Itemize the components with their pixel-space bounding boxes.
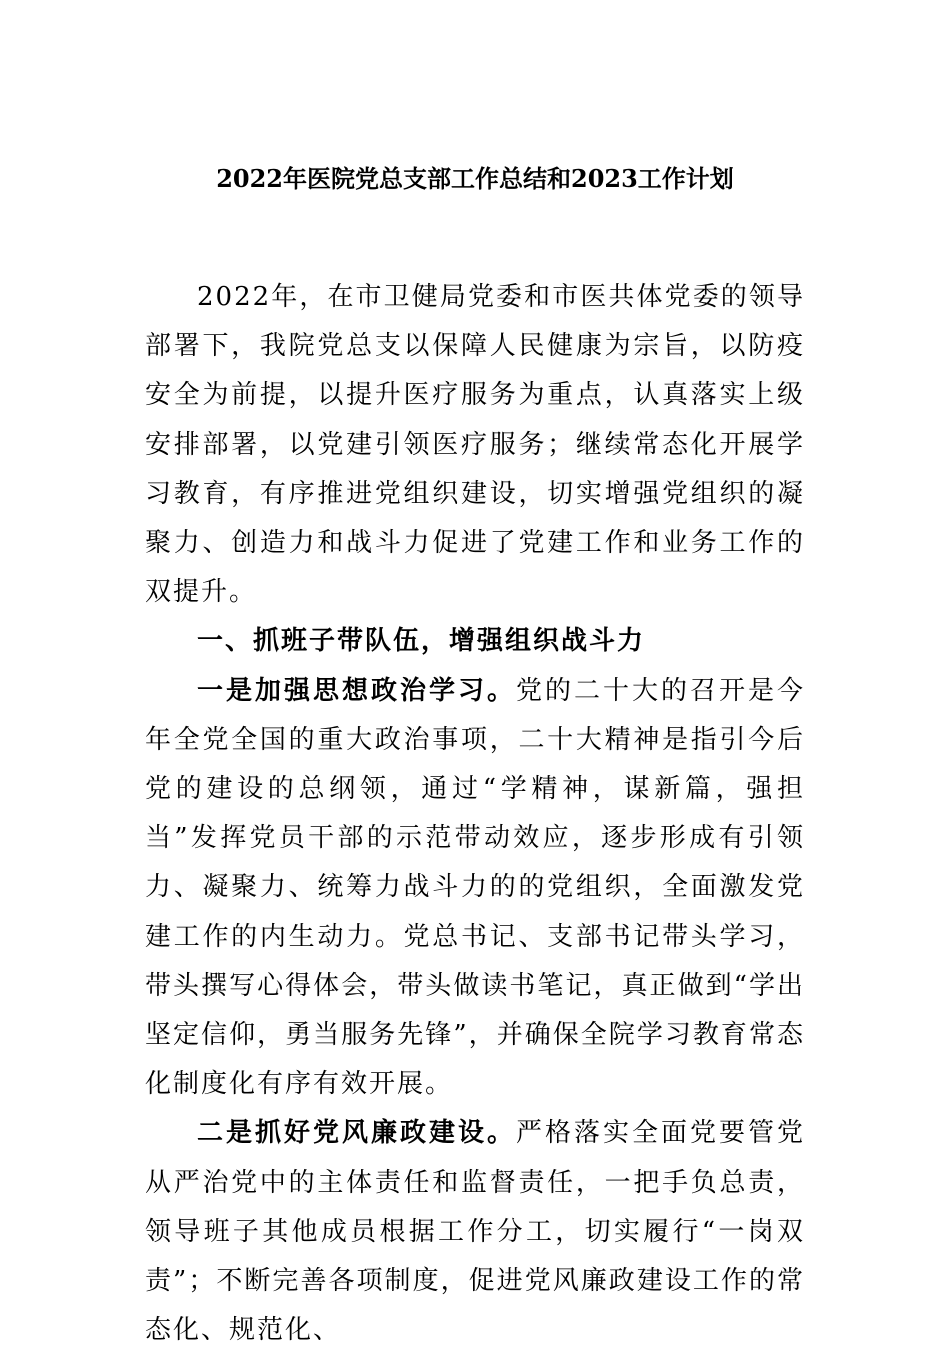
paragraph-text: 严格落实全面党要管党从严治党中的主体责任和监督责任，一把手负总责，领导班子其他成员根据工作分工，切实履行“一岗双责”；不断完善各项制度，促进党风廉政建设工作的常态化、规范化、 <box>145 1118 805 1346</box>
paragraph-lead: 一是加强思想政治学习。 <box>197 675 516 706</box>
paragraph-text: 党的二十大的召开是今年全党全国的重大政治事项，二十大精神是指引今后党的建设的总纲领，通过“学精神，谋新篇，强担当”发挥党员干部的示范带动效应，逐步形成有引领力、凝聚力、统筹力战斗力的的党组织，全面激发党建工作的内生动力。党总书记、支部书记带头学习，带头撰写心得体会，带头做读书笔记，真正做到“学出坚定信仰，勇当服务先锋”，并确保全院学习教育常态化制度化有序有效开展。 <box>145 675 805 1100</box>
paragraph-party-conduct <box>145 1109 805 1355</box>
document-title: 2022年医院党总支部工作总结和2023工作计划 <box>216 164 734 193</box>
document-body <box>145 273 805 1355</box>
intro-paragraph-text: 2022年，在市卫健局党委和市医共体党委的领导部署下，我院党总支以保障人民健康为宗旨，以防疫安全为前提，以提升医疗服务为重点，认真落实上级安排部署，以党建引领医疗服务；继续常态化开展学习教育，有序推进党组织建设，切实增强党组织的凝聚力、创造力和战斗力促进了党建工作和业务工作的双提升。 <box>145 282 805 608</box>
section-heading-1: 一、抓班子带队伍，增强组织战斗力 <box>197 626 646 657</box>
paragraph-political-study <box>145 667 805 1110</box>
intro-paragraph <box>145 273 805 617</box>
paragraph-lead: 二是抓好党风廉政建设。 <box>197 1118 516 1149</box>
